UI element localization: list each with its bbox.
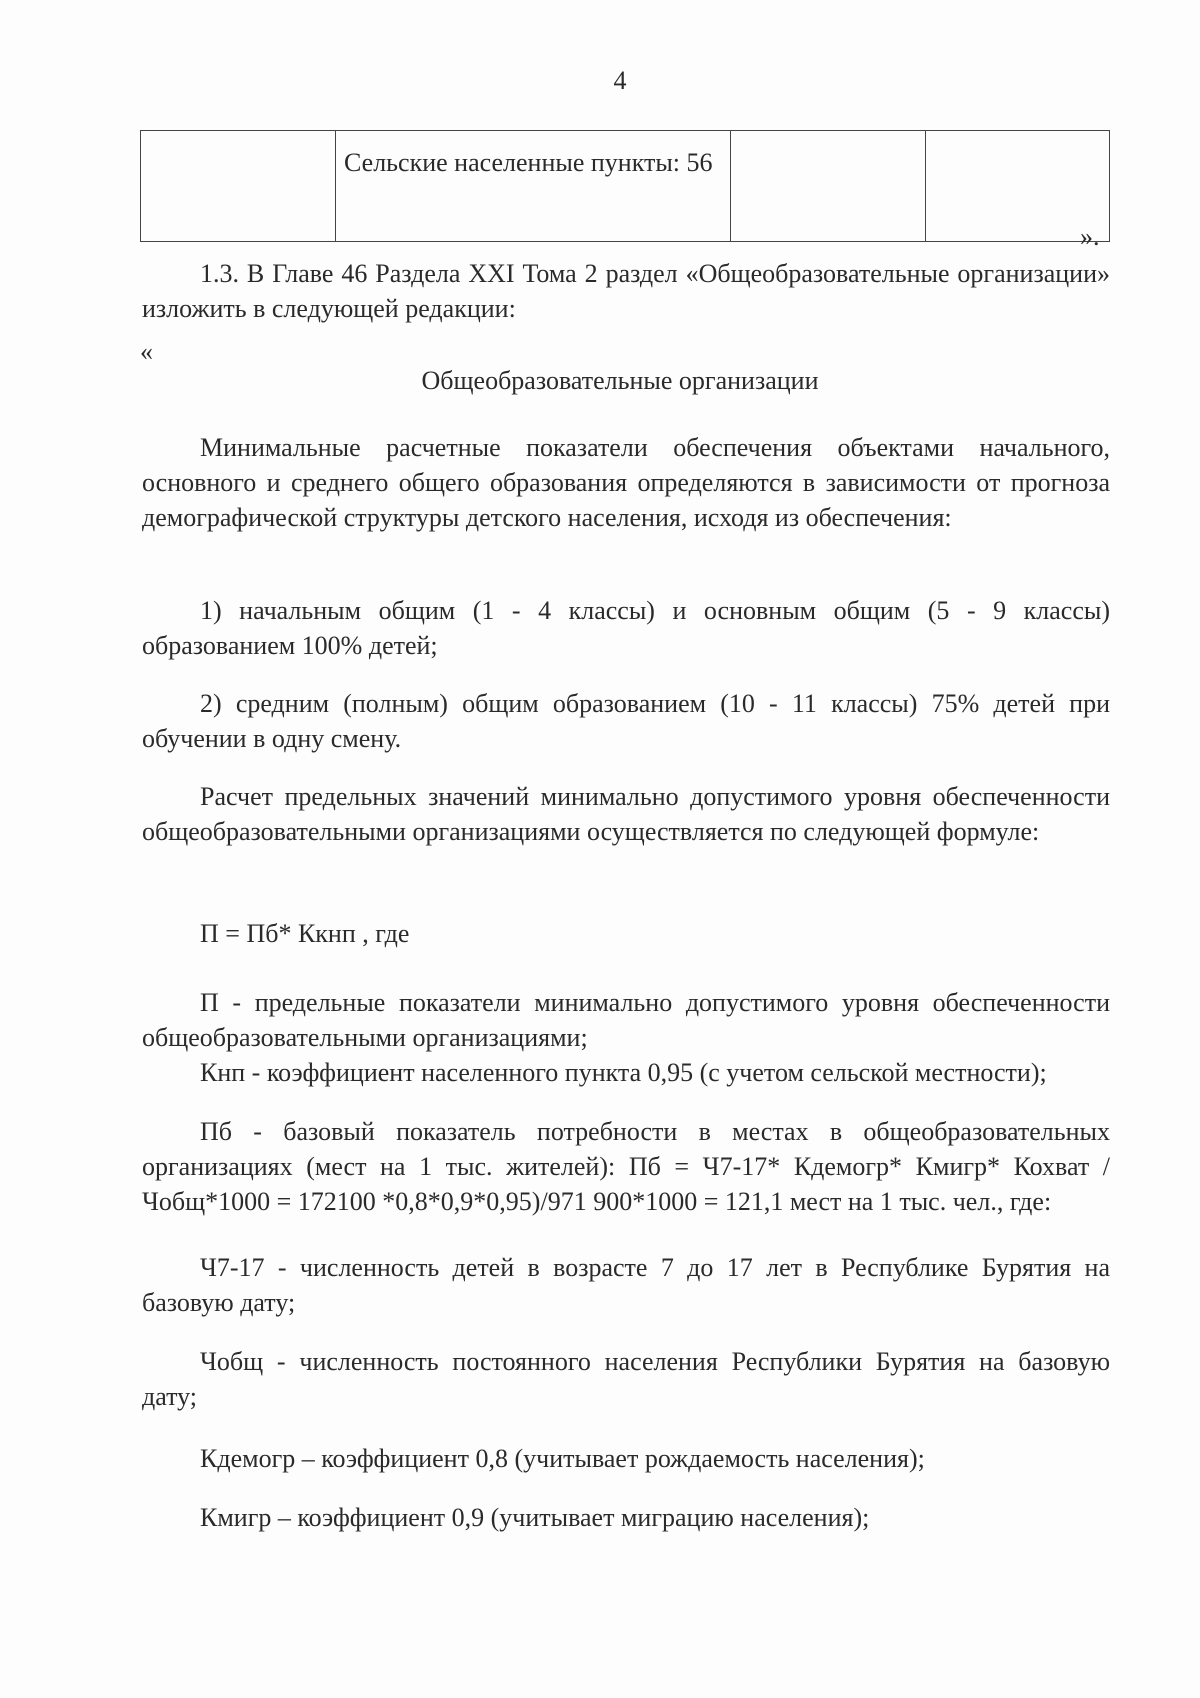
- definition-kdemogr: Кдемогр – коэффициент 0,8 (учитывает рождаемость населения);: [200, 1444, 925, 1473]
- continuation-table: [140, 130, 1110, 242]
- definition-kmigr: Кмигр – коэффициент 0,9 (учитывает миграцию населения);: [200, 1503, 870, 1532]
- definition-pb: Пб - базовый показатель потребности в местах в общеобразовательных организациях (мест на 1 тыс. жителей): Пб = Ч7-17* Кдемогр* Кмигр* Кохват / Чобщ*1000 = 172100 *0,8*0,9*0,95)/971 900*1000 = 121,1 мест на 1 тыс. чел., где:: [142, 1117, 1110, 1216]
- formula: П = Пб* Ккнп , где: [200, 919, 410, 948]
- table-cell: [141, 131, 336, 242]
- table-row: [141, 131, 1110, 242]
- paragraph-1-3: 1.3. В Главе 46 Раздела XXI Тома 2 раздел «Общеобразовательные организации» изложить в следующей редакции:: [142, 259, 1110, 323]
- definition-p: П - предельные показатели минимально допустимого уровня обеспеченности общеобразовательными организациями;: [142, 988, 1110, 1052]
- paragraph-calculation: Расчет предельных значений минимально допустимого уровня обеспеченности общеобразовательными организациями осуществляется по следующей формуле:: [142, 782, 1110, 846]
- section-title: Общеобразовательные организации: [421, 366, 819, 395]
- page-number: 4: [613, 66, 627, 95]
- definition-knp: Кнп - коэффициент населенного пункта 0,95 (с учетом сельской местности);: [200, 1058, 1047, 1087]
- paragraph-intro: Минимальные расчетные показатели обеспечения объектами начального, основного и среднего общего образования определяются в зависимости от прогноза демографической структуры детского населения, исходя из обеспечения:: [142, 433, 1110, 532]
- definition-chobsh: Чобщ - численность постоянного населения Республики Бурятия на базовую дату;: [142, 1347, 1110, 1411]
- table-cell: Сельские населенные пункты: 56: [336, 131, 731, 242]
- open-quote: «: [140, 337, 153, 366]
- table-close-quote: ».: [1080, 222, 1100, 251]
- paragraph-item-2: 2) средним (полным) общим образованием (10 - 11 классы) 75% детей при обучении в одну смену.: [142, 689, 1110, 753]
- definition-ch7-17: Ч7-17 - численность детей в возрасте 7 до 17 лет в Республике Бурятия на базовую дату;: [142, 1253, 1110, 1317]
- paragraph-item-1: 1) начальным общим (1 - 4 классы) и основным общим (5 - 9 классы) образованием 100% детей;: [142, 596, 1110, 660]
- table-cell: [731, 131, 926, 242]
